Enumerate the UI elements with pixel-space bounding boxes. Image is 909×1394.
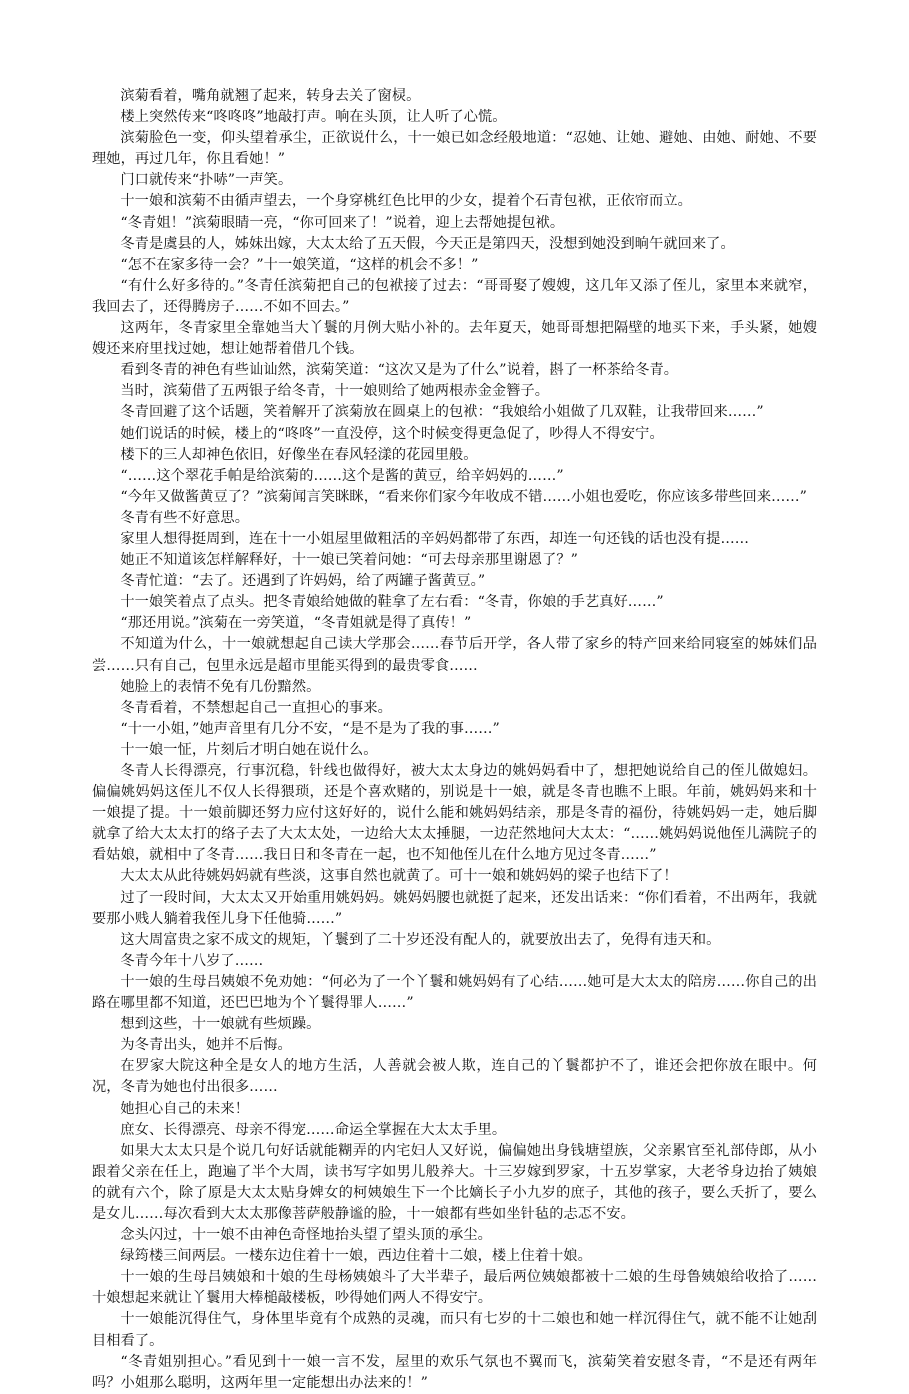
- paragraph: 楼上突然传来“咚咚咚”地敲打声。响在头顶，让人听了心慌。: [120, 109, 507, 126]
- paragraph: 冬青看着，不禁想起自己一直担心的事来。: [120, 699, 392, 716]
- paragraph: 当时，滨菊借了五两银子给冬青，十一娘则给了她两根赤金金簪子。: [120, 383, 550, 400]
- paragraph: “冬青姐别担心。”看见到十一娘一言不发，屋里的欢乐气氛也不翼而飞，滨菊笑着安慰冬青，“不是还有两年吗？小姐那么聪明，这两年里一定能想出办法来的！”: [92, 1353, 817, 1391]
- paragraph: “十一小姐，”她声音里有几分不安，“是不是为了我的事……”: [120, 720, 500, 737]
- paragraph: 绿筠楼三间两层。一楼东边住着十一娘，西边住着十二娘，楼上住着十娘。: [120, 1248, 592, 1265]
- paragraph: “……这个翠花手帕是给滨菊的……这个是酱的黄豆，给辛妈妈的……”: [120, 467, 564, 484]
- paragraph: 这大周富贵之家不成文的规矩，丫鬟到了二十岁还没有配人的，就要放出去了，免得有违天和。: [120, 931, 721, 948]
- paragraph: 冬青今年十八岁了……: [120, 952, 264, 969]
- paragraph: 十一娘的生母吕姨娘不免劝她：“何必为了一个丫鬟和姚妈妈有了心结……她可是大太太的陪房……你自己的出路在哪里都不知道，还巴巴地为个丫鬟得罪人……”: [92, 973, 817, 1012]
- paragraph: 家里人想得挺周到，连在十一小姐屋里做粗活的辛妈妈都带了东西，却连一句还钱的话也没有提……: [120, 530, 750, 547]
- paragraph: 十一娘笑着点了点头。把冬青娘给她做的鞋拿了左右看：“冬青，你娘的手艺真好……”: [120, 594, 664, 611]
- paragraph: 十一娘的生母吕姨娘和十娘的生母杨姨娘斗了大半辈子，最后两位姨娘都被十二娘的生母鲁姨娘给收拾了……十娘想起来就让丫鬟用大棒槌敲楼板，吵得她们两人不得安宁。: [92, 1269, 817, 1307]
- paragraph: 她正不知道该怎样解释好，十一娘已笑着问她：“可去母亲那里谢恩了？”: [120, 552, 579, 569]
- paragraph: 冬青人长得漂亮，行事沉稳，针线也做得好，被大太太身边的姚妈妈看中了，想把她说给自己的侄儿做媳妇。偏偏姚妈妈这侄儿不仅人长得猥琐，还是个喜欢赌的，别说是十一娘，就是冬青也瞧不上眼。年前，姚妈妈来和十一娘提了提。十一娘前脚还努力应付这好好的，说什么能和姚妈妈结亲，那是冬青的福份，待姚妈妈一走，她后脚就拿了给大太太打的络子去了大太太处，一边给大太太捶腿，一边茫然地问大太太：“……姚妈妈说他侄儿满院子的看姑娘，就相中了冬青……我日日和冬青在一起，也不知他侄儿在什么地方见过冬青……”: [92, 763, 817, 864]
- paragraph: 为冬青出头，她并不后悔。: [120, 1037, 292, 1054]
- paragraph: 冬青回避了这个话题，笑着解开了滨菊放在圆桌上的包袱：“我娘给小姐做了几双鞋，让我带回来……”: [120, 404, 764, 421]
- paragraph: “有什么好多待的。”冬青任滨菊把自己的包袱接了过去：“哥哥娶了嫂嫂，这几年又添了侄儿，家里本来就窄，我回去了，还得腾房子……不如不回去。”: [92, 277, 817, 315]
- paragraph: 她脸上的表情不免有几份黯然。: [120, 678, 321, 695]
- paragraph: 看到冬青的神色有些讪讪然，滨菊笑道：“这次又是为了什么”说着，斟了一杯茶给冬青。: [120, 362, 679, 379]
- paragraph: “怎不在家多待一会？”十一娘笑道，“这样的机会不多！”: [120, 256, 479, 273]
- paragraph: “冬青姐！”滨菊眼睛一亮，“你可回来了！”说着，迎上去帮她提包袱。: [120, 214, 565, 231]
- paragraph: 如果大太太只是个说几句好话就能糊弄的内宅妇人又好说，偏偏她出身钱塘望族，父亲累官至礼部侍郎，从小跟着父亲在任上，跑遍了半个大周，读书写字如男儿般养大。十三岁嫁到罗家，十五岁掌家，大老爷身边抬了姨娘的就有六个，除了原是大太太贴身婢女的柯姨娘生下一个比嫡长子小九岁的庶子，其他的孩子，要么夭折了，要么是女儿……每次看到大太太那像菩萨般静谧的脸，十一娘都有些如坐针毡的忐忑不安。: [92, 1142, 817, 1222]
- paragraph: 她担心自己的未来！: [120, 1100, 249, 1117]
- paragraph: 她们说话的时候，楼上的“咚咚”一直没停，这个时候变得更急促了，吵得人不得安宁。: [120, 425, 664, 442]
- paragraph: 大太太从此待姚妈妈就有些淡，这事自然也就黄了。可十一娘和姚妈妈的梁子也结下了！: [120, 868, 678, 885]
- paragraph: 十一娘一怔，片刻后才明白她在说什么。: [120, 741, 378, 758]
- paragraph: 冬青有些不好意思。: [120, 509, 249, 526]
- paragraph: 庶女、长得漂亮、母亲不得宠……命运全掌握在大太太手里。: [120, 1121, 507, 1138]
- paragraph: 念头闪过，十一娘不由神色奇怪地抬头望了望头顶的承尘。: [120, 1227, 492, 1244]
- paragraph: 滨菊脸色一变，仰头望着承尘，正欲说什么，十一娘已如念经般地道：“忍她、让她、避她、由她、耐她、不要理她，再过几年，你且看她！”: [92, 130, 818, 168]
- paragraph: 想到这些，十一娘就有些烦躁。: [120, 1016, 321, 1033]
- paragraph: 冬青是虞县的人，姊妹出嫁，大太太给了五天假，今天正是第四天，没想到她没到晌午就回来了。: [120, 235, 735, 252]
- paragraph: 十一娘和滨菊不由循声望去，一个身穿桃红色比甲的少女，提着个石青包袱，正依帘而立。: [120, 193, 692, 210]
- paragraph: 在罗家大院这种全是女人的地方生活，人善就会被人欺，连自己的丫鬟都护不了，谁还会把你放在眼中。何况，冬青为她也付出很多……: [92, 1058, 817, 1096]
- paragraph: 十一娘能沉得住气，身体里毕竟有个成熟的灵魂，而只有七岁的十二娘也和她一样沉得住气，就不能不让她刮目相看了。: [92, 1311, 817, 1349]
- paragraph: “今年又做酱黄豆了？”滨菊闻言笑眯眯，“看来你们家今年收成不错……小姐也爱吃，你应该多带些回来……”: [120, 488, 808, 505]
- paragraph: 不知道为什么，十一娘就想起自己读大学那会……春节后开学，各人带了家乡的特产回来给同寝室的姊妹们品尝……只有自己，包里永远是超市里能买得到的最贵零食……: [92, 636, 817, 674]
- paragraph: 这两年，冬青家里全靠她当大丫鬟的月例大贴小补的。去年夏天，她哥哥想把隔壁的地买下来，手头紧，她嫂嫂还来府里找过她，想让她帮着借几个钱。: [92, 320, 817, 358]
- paragraph: “那还用说。”滨菊在一旁笑道，“冬青姐就是得了真传！”: [120, 615, 472, 632]
- paragraph: 冬青忙道：“去了。还遇到了许妈妈，给了两罐子酱黄豆。”: [120, 573, 486, 590]
- paragraph: 过了一段时间，大太太又开始重用姚妈妈。姚妈妈腰也就挺了起来，还发出话来：“你们看着，不出两年，我就要那小贱人躺着我侄儿身下任他骑……”: [92, 889, 817, 927]
- paragraph: 楼下的三人却神色依旧，好像坐在春风轻漾的花园里般。: [120, 446, 478, 463]
- paragraph: 滨菊看着，嘴角就翘了起来，转身去关了窗棂。: [120, 88, 421, 104]
- paragraph: 门口就传来“扑哧”一声笑。: [120, 172, 293, 189]
